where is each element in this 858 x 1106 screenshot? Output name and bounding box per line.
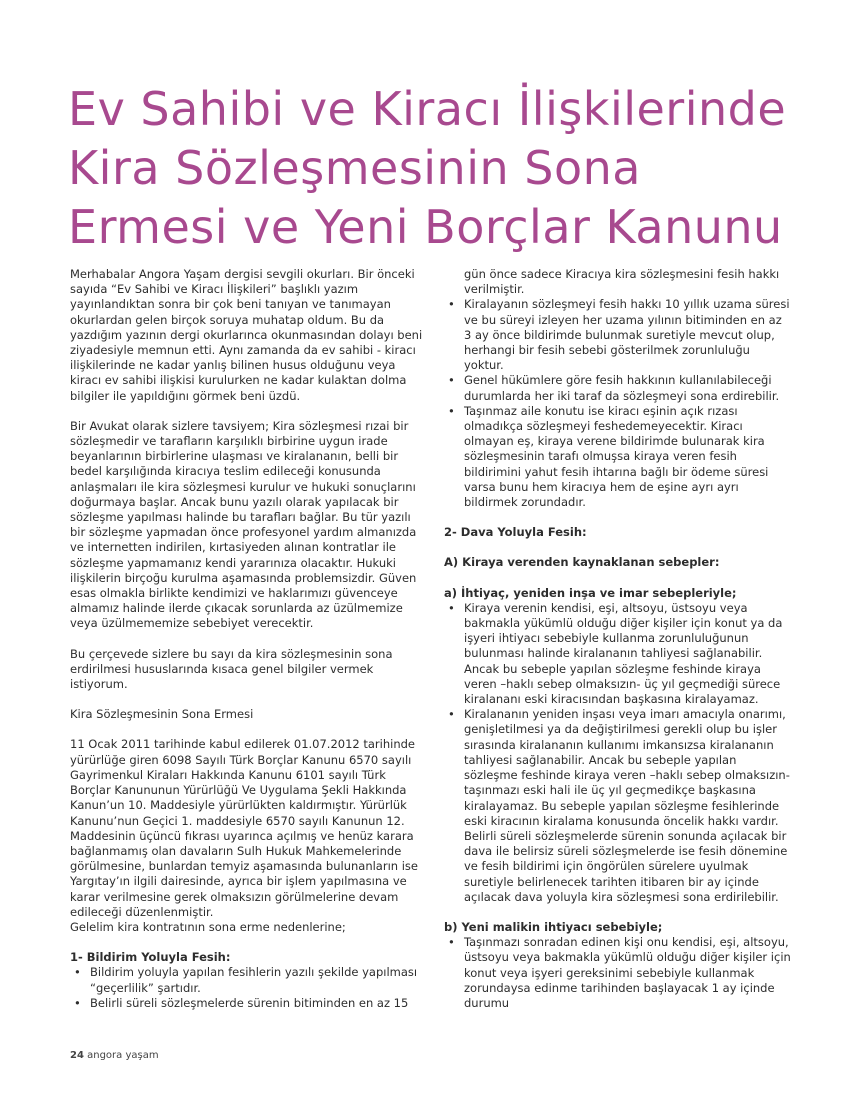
scope-paragraph: Bu çerçevede sizlere bu sayı da kira sözleşmesinin sona erdirilmesi hususlarında kısaca genel bilgiler vermek istiyorum. — [70, 646, 393, 692]
law-paragraph: 11 Ocak 2011 tarihinde kabul edilerek 01.07.2012 tarihinde yürürlüğe giren 6098 Sayılı Türk Borçlar Kanunu 6570 sayılı Gayrimenkul Kiraları Hakkında Kanunu 6101 sayılı Türk Borçlar Kanununun Yürürlüğü Ve Uygulama Şekli Hakkında Kanun’un 10. Maddesiyle yürürlükten kaldırmıştır. Yürürlük Kanunu’nun Geçici 1. maddesiyle 6570 sayılı Kanunun 12. Maddesinin üçüncü fıkrası uyarınca açılmış ve henüz karara bağlanmamış olan davaların Sulh Hukuk Mahkemelerinde görülmesine, bunlardan temyiz aşamasında bulunanların ise Yargıtay’ın ilgili dairesinde, ayrıca bir işlem yapılmasına ve karar verilmesine gerek olmaksızın görülmelerine devam edileceği düzenlenmiştir. — [70, 737, 418, 919]
new-owner-heading: b) Yeni malikin ihtiyacı sebebiyle; — [444, 919, 663, 934]
list-item: • Genel hükümlere göre fesih hakkının kullanılabileceği durumlarda her iki taraf da sözleşmeyi sona erdirebilir. — [444, 373, 792, 403]
list-item: • Bildirim yoluyla yapılan fesihlerin yazılı şekilde yapılması “geçerlilik” şartıdır. — [70, 965, 428, 995]
continued-text: gün önce sadece Kiracıya kira sözleşmesini fesih hakkı verilmiştir. — [464, 267, 780, 297]
section-heading: Kira Sözleşmesinin Sona Ermesi — [70, 707, 254, 722]
reasons-intro: Gelelim kira kontratının sona erme nedenlerine; — [70, 919, 346, 934]
landlord-bullet-list — [444, 297, 792, 510]
need-bullet-list — [444, 601, 792, 829]
new-owner-bullet-list — [444, 935, 792, 1011]
continued-bullet — [444, 267, 792, 297]
landlord-reasons-heading: A) Kiraya verenden kaynaklanan sebepler: — [444, 555, 720, 570]
notice-termination-heading: 1- Bildirim Yoluyla Fesih: — [70, 950, 231, 965]
right-column — [444, 267, 792, 1011]
list-item: • Kiralananın yeniden inşası veya imarı amacıyla onarımı, genişletilmesi ya da değiştirilmesi gerekli olup bu işler sırasında kiralananın kullanımı imkansızsa kiralananın tahliyesi sağlanabilir. Ancak bu sebeple yapılan sözleşme feshinde kiraya veren –haklı sebep olmaksızın- taşınmazı eski hali ile üç yıl geçmedikçe başkasına kiralayamaz. Bu sebeple yapılan sözleşme fesihlerinde eski kiracının kiralama konusunda öncelik hakkı vardır. — [444, 707, 792, 829]
intro-paragraph: Merhabalar Angora Yaşam dergisi sevgili okurları. Bir önceki sayıda “Ev Sahibi ve Kiracı İlişkileri” başlıklı yazım yayınlandıktan sonra bir çok beni tanıyan ve tanımayan okurlardan gelen birçok soruya muhatap oldum. Bu da yazdığım yazının dergi okurlarınca okunmasından dolayı beni ziyadesiyle memnun etti. Aynı zamanda da ev sahibi - kiracı ilişkilerinde ne kadar yanlış bilinen husus olduğunu veya kiracı ev sahibi ilişkisi kurulurken ne kadar kulaktan dolma bilgiler ile yapıldığını görmek beni üzdü. — [70, 267, 423, 403]
need-reasons-heading: a) İhtiyaç, yeniden inşa ve imar sebepleriyle; — [444, 585, 737, 600]
page-footer — [70, 1050, 159, 1061]
court-termination-heading: 2- Dava Yoluyla Fesih: — [444, 525, 587, 540]
list-item: • Belirli süreli sözleşmelerde sürenin bitiminden en az 15 — [70, 996, 428, 1011]
list-item: • Kiraya verenin kendisi, eşi, altsoyu, üstsoyu veya bakmakla yükümlü olduğu diğer kişiler için konut ya da işyeri ihtiyacı sebebiyle kullanma zorunluluğunun bulunması halinde kiralananın tahliyesi sağlanabilir. Ancak bu sebeple yapılan sözleşme feshinde kiraya veren –haklı sebep olmaksızın- üç yıl geçmediği sürece kiralananı eski kiracısından başkasına kiralayamaz. — [444, 601, 792, 707]
left-column — [70, 267, 428, 1011]
list-item: • Taşınmazı sonradan edinen kişi onu kendisi, eşi, altsoyu, üstsoyu veya bakmakla yükümlü olduğu diğer kişiler için konut veya işyeri gereksinimi sebebiyle kullanmak zorundaysa edinme tarihinden başlayacak 1 ay içinde durumu — [444, 935, 792, 1011]
list-item-continued — [444, 267, 792, 297]
article-title — [68, 80, 848, 257]
fixed-term-paragraph: Belirli süreli sözleşmelerde sürenin sonunda açılacak bir dava ile belirsiz süreli sözleşmelerde ise fesih dönemine ve fesih bildirimi için öngörülen sürelere uyulmak suretiyle belirlenecek tarihten itibaren bir ay içinde açılacak dava yoluyla kira sözleşmesi sona erdirilebilir. — [464, 828, 788, 904]
title-line-1: Ev Sahibi ve Kiracı İlişkilerinde — [68, 82, 787, 136]
list-item: • Taşınmaz aile konutu ise kiracı eşinin açık rızası olmadıkça sözleşmeyi feshedemeyecektir. Kiracı olmayan eş, kiraya verene bildirimde bulunarak kira sözleşmesinin tarafı olmuşsa kiraya veren fesih bildirimini yahut fesih ihtarına bağlı bir ödeme süresi varsa bunu hem kiracıya hem de eşine ayrı ayrı bildirmek zorundadır. — [444, 404, 792, 510]
title-line-3: Ermesi ve Yeni Borçlar Kanunu — [68, 200, 783, 254]
title-line-2: Kira Sözleşmesinin Sona — [68, 141, 641, 195]
notice-bullet-list — [70, 965, 428, 1011]
advice-paragraph: Bir Avukat olarak sizlere tavsiyem; Kira sözleşmesi rızai bir sözleşmedir ve tarafların karşılıklı birbirine uygun irade beyanlarının birbirlerine ulaşması ve kiralananın, belli bir bedel karşılığında kiracıya teslim edileceği konusunda anlaşmaları ile kira sözleşmesi kurulur ve hukuki sonuçlarını doğurmaya başlar. Ancak bunu yazılı olarak yapılacak bir sözleşme yapılması halinde bu tarafları bağlar. Bu tür yazılı bir sözleşme yapmadan önce profesyonel yardım almanızda ve internetten indirilen, kırtasiyeden alınan kontratlar ile sözleşme yapmamanız kendi yararınıza olacaktır. Hukuki ilişkilerin birçoğu kurulma aşamasında problemsizdir. Güven esas olmakla birlikte kendimizi ve haklarımızı güvenceye almamız halinde ilerde çıkacak sorunlarda az üzülmemize veya üzülmememize sebebiyet verecektir. — [70, 418, 417, 631]
page-number: 24 — [70, 1050, 84, 1061]
magazine-name: angora yaşam — [87, 1050, 159, 1061]
list-item: • Kiralayanın sözleşmeyi fesih hakkı 10 yıllık uzama süresi ve bu süreyi izleyen her uzama yılının bitiminden en az 3 ay önce bildirimde bulunmak suretiyle mevcut olup, herhangi bir fesih sebebi gösterilmek zorunluluğu yoktur. — [444, 297, 792, 373]
